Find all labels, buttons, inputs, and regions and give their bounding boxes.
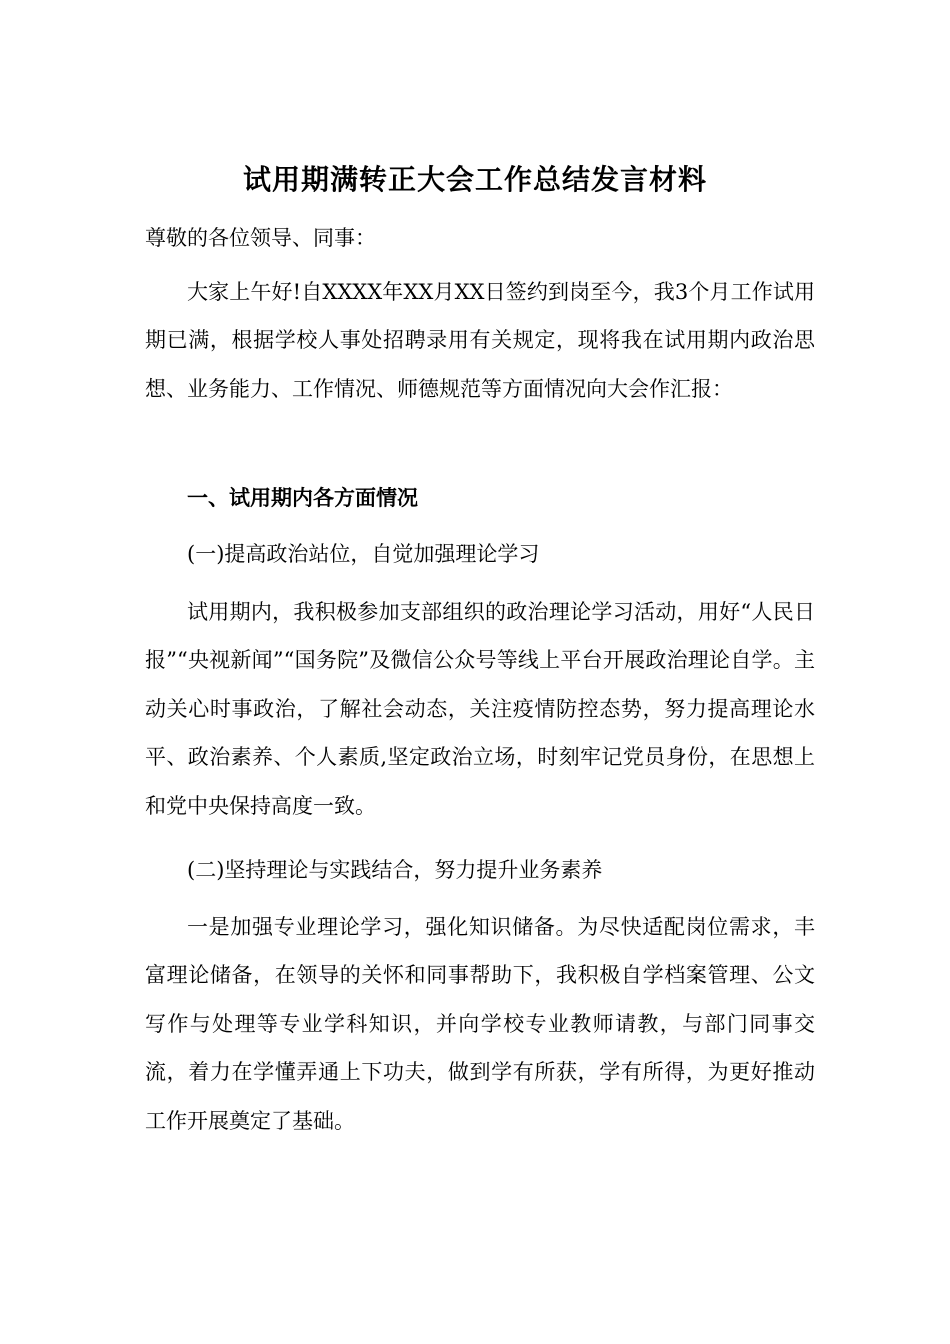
subsection-heading-2: (二)坚持理论与实践结合，努力提升业务素养 <box>187 858 603 882</box>
intro-paragraph: 大家上午好!自XXXX年XX月XX日签约到岗至今，我3个月工作试用期已满，根据学校人事处招聘录用有关规定，现将我在试用期内政治思想、业务能力、工作情况、师德规范等方面情况向大会作汇报： <box>145 280 815 401</box>
salutation: 尊敬的各位领导、同事： <box>145 226 376 250</box>
subsection-body-2: 一是加强专业理论学习，强化知识储备。为尽快适配岗位需求，丰富理论储备，在领导的关怀和同事帮助下，我积极自学档案管理、公文写作与处理等专业学科知识，并向学校专业教师请教，与部门同事交流，着力在学懂弄通上下功夫，做到学有所获，学有所得，为更好推动工作开展奠定了基础。 <box>145 915 815 1133</box>
document-title: 试用期满转正大会工作总结发言材料 <box>242 163 707 196</box>
section-heading-1: 一、试用期内各方面情况 <box>187 485 418 510</box>
subsection-body-1: 试用期内，我积极参加支部组织的政治理论学习活动，用好“人民日报”“央视新闻”“国务院”及微信公众号等线上平台开展政治理论自学。主动关心时事政治，了解社会动态，关注疫情防控态势，努力提高理论水平、政治素养、个人素质,坚定政治立场，时刻牢记党员身份，在思想上和党中央保持高度一致。 <box>145 600 815 818</box>
subsection-heading-1: (一)提高政治站位，自觉加强理论学习 <box>187 542 540 566</box>
